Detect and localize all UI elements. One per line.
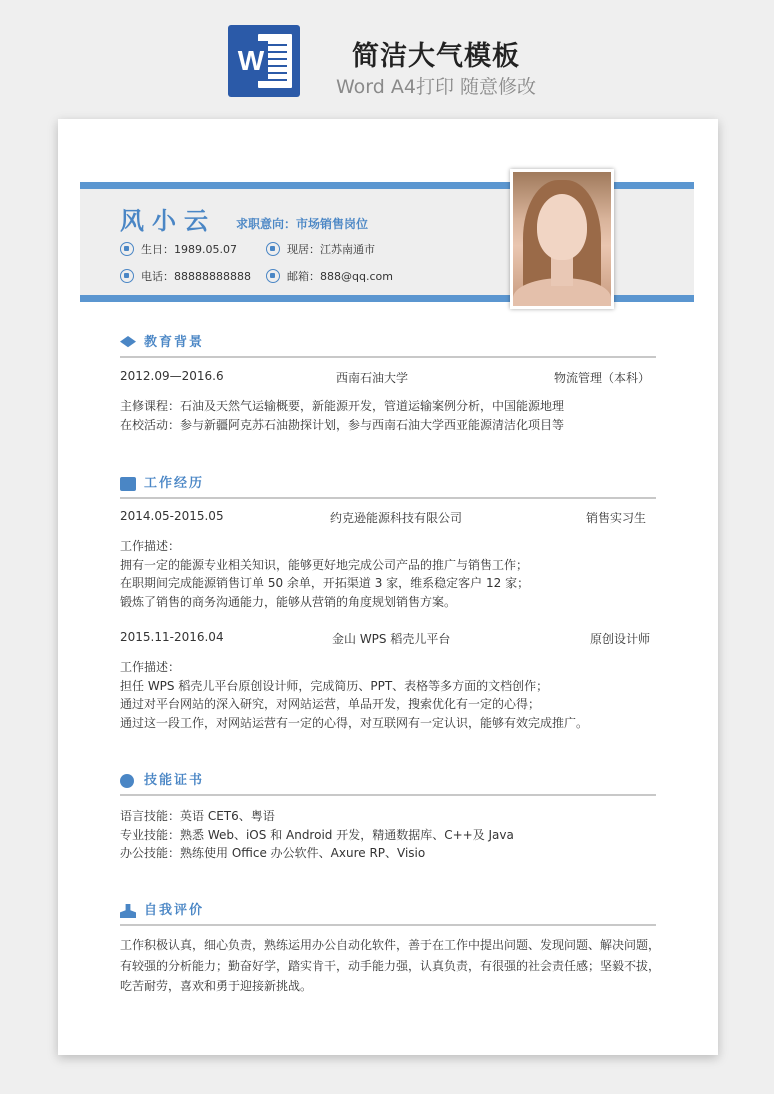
skills-list <box>120 807 660 863</box>
job-summary <box>120 630 656 648</box>
skills-header <box>120 771 656 793</box>
education-school: 西南石油大学 <box>336 371 409 385</box>
job-line: 通过这一段工作，对网站运营有一定的心得，对互联网有一定认识，能够有效完成推广。 <box>120 715 589 730</box>
job-line: 在职期间完成能源销售订单 50 余单，开拓渠道 3 家，维系稳定客户 12 家； <box>120 576 530 590</box>
self-eval-text: 工作积极认真，细心负责，熟练运用办公自动化软件，善于在工作中提出问题、发现问题、解决问题，有较强的分析能力；勤奋好学，踏实肯干，动手能力强，认真负责，有很强的社会责任感；坚毅不拔，吃苦耐劳，喜欢和勇于迎接新挑战。 <box>120 938 661 993</box>
job-period: 2014.05-2015.05 <box>120 509 224 523</box>
top-banner <box>0 0 774 112</box>
briefcase-icon <box>120 477 136 491</box>
job-description <box>120 658 660 732</box>
house-icon <box>266 242 280 256</box>
job-company: 约克逊能源科技有限公司 <box>330 511 463 525</box>
residence-info <box>266 241 375 257</box>
phone-info <box>120 268 251 284</box>
mortarboard-icon <box>120 336 136 350</box>
self-eval-title: 自我评价 <box>144 903 205 918</box>
job-role: 原创设计师 <box>589 632 650 646</box>
word-logo-icon <box>228 25 300 97</box>
person-icon <box>120 242 134 256</box>
candidate-name: 风小云 <box>120 207 216 235</box>
birth-text: 生日：1989.05.07 <box>141 243 237 256</box>
job-summary <box>120 509 656 527</box>
job-line: 通过对平台网站的深入研究，对网站运营，单品开发，搜索优化有一定的心得； <box>120 697 541 711</box>
phone-text: 电话：88888888888 <box>141 270 251 283</box>
phone-icon <box>120 269 134 283</box>
job-description <box>120 537 660 611</box>
banner-title: 简洁大气模板 <box>352 41 520 72</box>
gear-icon <box>120 774 134 788</box>
resume-page <box>58 119 718 1055</box>
education-period: 2012.09—2016.6 <box>120 369 224 383</box>
email-text: 邮箱：888@qq.com <box>287 270 393 283</box>
education-line: 在校活动：参与新疆阿克苏石油勘探计划，参与西南石油大学西亚能源清洁化项目等 <box>120 417 565 432</box>
work-title: 工作经历 <box>144 476 205 491</box>
banner-subtitle: Word A4打印 随意修改 <box>335 76 536 98</box>
word-logo-letter: W <box>234 41 268 81</box>
skill-line: 专业技能：熟悉 Web、iOS 和 Android 开发，精通数据库、C++及 Java <box>120 827 514 842</box>
birth-info <box>120 241 237 257</box>
job-line: 工作描述： <box>120 539 181 553</box>
self-eval-header <box>120 901 656 923</box>
email-info <box>266 268 393 284</box>
mail-icon <box>266 269 280 283</box>
job-intent: 求职意向：市场销售岗位 <box>236 217 369 231</box>
job-period: 2015.11-2016.04 <box>120 630 224 644</box>
residence-text: 现居：江苏南通市 <box>287 243 375 256</box>
people-icon <box>120 904 136 918</box>
education-line: 主修课程：石油及天然气运输概要，新能源开发，管道运输案例分析，中国能源地理 <box>120 399 565 413</box>
skill-line: 办公技能：熟练使用 Office 办公软件、Axure RP、Visio <box>120 846 426 860</box>
job-line: 拥有一定的能源专业相关知识，能够更好地完成公司产品的推广与销售工作； <box>120 557 529 572</box>
education-title: 教育背景 <box>144 335 205 350</box>
education-summary <box>120 369 656 387</box>
education-header <box>120 333 656 355</box>
education-details <box>120 397 660 434</box>
job-line: 担任 WPS 稻壳儿平台原创设计师，完成简历、PPT、表格等多方面的文档创作； <box>120 678 549 693</box>
skill-line: 语言技能：英语 CET6、粤语 <box>120 809 275 823</box>
job-line: 锻炼了销售的商务沟通能力，能够从营销的角度规划销售方案。 <box>120 594 457 609</box>
job-line: 工作描述： <box>120 660 181 674</box>
work-header <box>120 474 656 496</box>
education-major: 物流管理（本科） <box>553 371 650 385</box>
skills-title: 技能证书 <box>144 773 205 788</box>
profile-photo <box>510 169 614 309</box>
job-role: 销售实习生 <box>585 511 646 525</box>
job-company: 金山 WPS 稻壳儿平台 <box>332 632 451 646</box>
